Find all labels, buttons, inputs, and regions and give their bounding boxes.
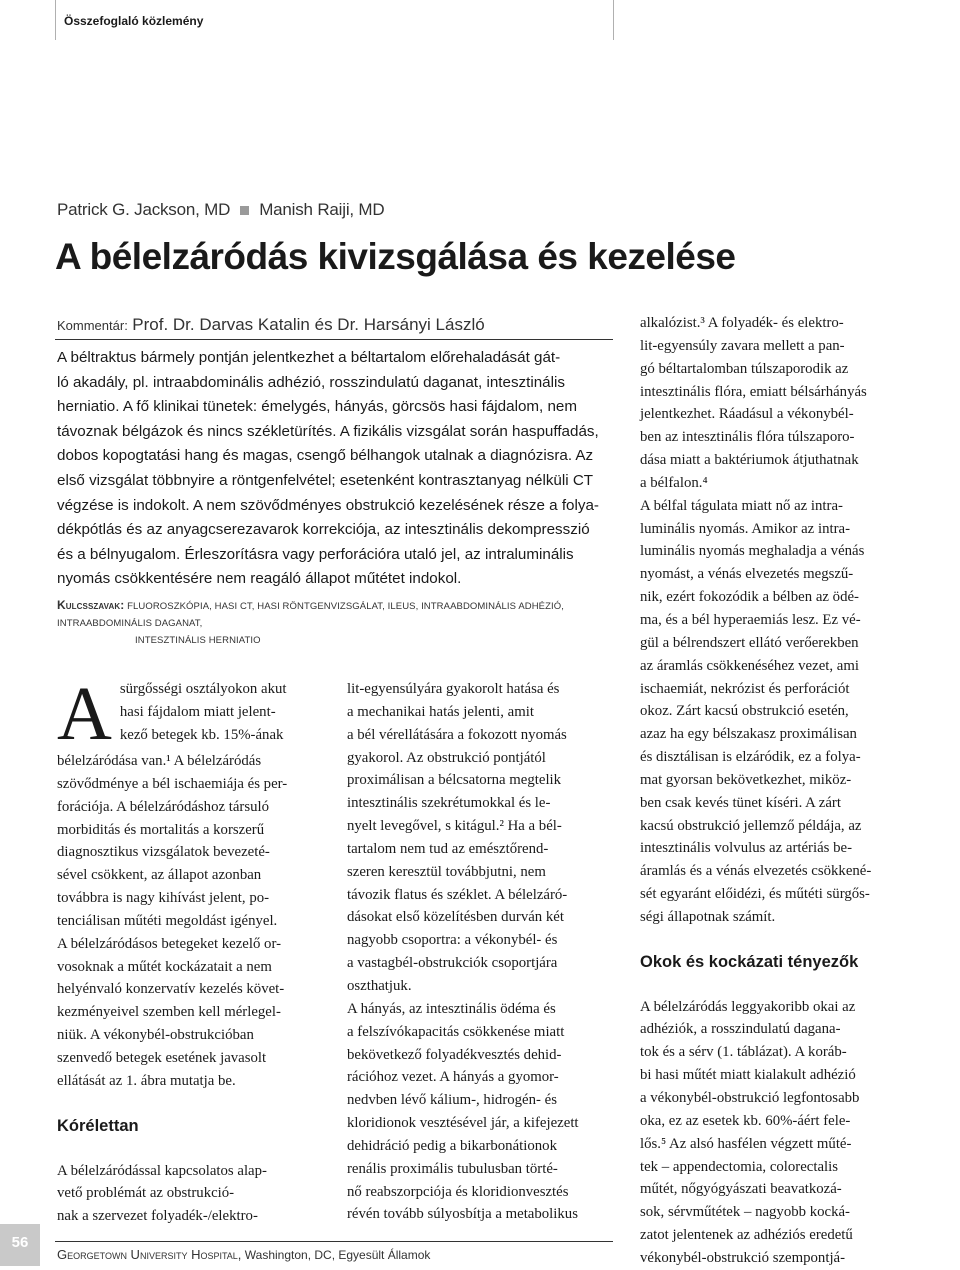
- abstract-line: ló akadály, pl. intraabdominális adhézió, rosszindulatú daganat, intesztinális: [57, 373, 565, 391]
- text-line: lit-egyensúlyára gyakorolt hatása és: [347, 681, 560, 697]
- text-line: sürgősségi osztályokon akut: [119, 681, 287, 697]
- text-line: okoz. Zárt kacsú obstrukció esetén,: [640, 703, 849, 720]
- text-line: luminális nyomás. Amikor az intra-: [640, 520, 850, 537]
- text-line: intesztinális szekrétumokkal és le-: [347, 795, 551, 812]
- text-line: proximálisan a bélcsatorna megtelik: [347, 772, 562, 789]
- text-line: bekövetkező folyadékvesztés dehid-: [347, 1046, 562, 1063]
- abstract: [57, 346, 613, 592]
- article-title: A bélelzáródás kivizsgálása és kezelése: [55, 236, 736, 277]
- affiliation-institution: Georgetown University Hospital,: [57, 1247, 242, 1262]
- text-line: bi hasi műtét miatt kialakult adhézió: [640, 1067, 856, 1084]
- text-line: a vékonybél-obstrukció legfontosabb: [640, 1090, 860, 1106]
- text-line: niük. A vékonybél-obstrukcióban: [57, 1027, 254, 1044]
- text-line: A bélelzáródás leggyakoribb okai az: [640, 998, 856, 1015]
- text-line: szeren keresztül továbbjutni, nem: [347, 863, 546, 880]
- text-line: ben az intesztinális flóra túlszaporo-: [640, 429, 855, 446]
- abstract-line: dobos kopogtatási hang és magas, csengő bélhangok utalnak a diagnózisra. Az: [57, 447, 594, 465]
- text-line: gyakorol. Az obstrukció pontjától: [347, 749, 546, 766]
- text-line: bélelzáródása van.¹ A bélelzáródás: [57, 753, 262, 769]
- text-line: szövődménye a bél ischaemiája és per-: [57, 775, 288, 792]
- text-line: tartalom nem tud az emésztőrend-: [347, 840, 549, 857]
- text-line: sével csökkent, az állapot azonban: [57, 867, 262, 884]
- keywords: [57, 597, 613, 649]
- text-line: nagyobb csoportra: a vékonybél- és: [347, 932, 558, 949]
- text-line: diagnosztikus vizsgálatok bevezeté-: [57, 844, 270, 861]
- text-line: dásokat első közelítésben durván két: [347, 909, 564, 926]
- text-line: mat gyorsan bekövetkezhet, miköz-: [640, 771, 852, 788]
- text-line: intesztinális volvulus az artériás be-: [640, 840, 853, 857]
- text-line: az áramlás csökkenéséhez vezet, ami: [640, 657, 859, 674]
- text-line: távozik flatus és széklet. A bélelzáró-: [347, 886, 568, 903]
- author-1: Patrick G. Jackson, MD: [57, 200, 231, 219]
- abstract-line: herniatio. A fő klinikai tünetek: émelygés, hányás, görcsös hasi fájdalom, nem: [57, 398, 578, 416]
- text-line: luminális nyomás meghaladja a vénás: [640, 543, 865, 560]
- text-line: oszthatjuk.: [347, 977, 412, 994]
- text-line: gó béltartalomban túlszaporodik az: [640, 360, 849, 377]
- text-line: nyelt levegővel, s kitágul.² Ha a bél-: [347, 818, 562, 835]
- text-line: azaz ha egy bélszakasz proximálisan: [640, 726, 857, 743]
- text-line: renális proximális tubulusban törté-: [347, 1160, 558, 1177]
- text-line: nő reabszorpciója és kloridionvesztés: [347, 1183, 569, 1200]
- title-rule: [55, 339, 613, 340]
- text-line: kező betegek kb. 15%-ának: [119, 726, 284, 743]
- commentary: [57, 315, 485, 335]
- text-line: dása miatt a baktériumok átjuthatnak: [640, 452, 859, 469]
- body-column-2: [347, 678, 617, 1226]
- text-line: A bélelzáródásos betegeket kezelő or-: [57, 935, 282, 952]
- text-line: ben csak kevés tünet kíséri. A zárt: [640, 794, 841, 811]
- text-line: sok, sérvműtétek – nagyobb kocká-: [640, 1204, 850, 1221]
- text-line: tenciálisan műtéti megoldást igényel.: [57, 912, 278, 929]
- text-line: gül a bélrendszert ellátó verőerekben: [640, 634, 859, 651]
- text-line: oka, ez az esetek kb. 60%-áért fele-: [640, 1112, 851, 1129]
- text-line: nyomást, a vénás elvezetés megszű-: [640, 566, 854, 583]
- text-line: A bélelzáródással kapcsolatos alap-: [57, 1162, 267, 1179]
- text-line: tek – appendectomia, colorectalis: [640, 1158, 839, 1175]
- text-line: és disztálisan is elzáródik, ez a folya-: [640, 749, 861, 766]
- text-line: dehidráció pedig a bikarbonátionok: [347, 1137, 557, 1154]
- text-line: nak a szervezet folyadék-/elektro-: [57, 1208, 258, 1225]
- text-line: intesztinális flóra, emiatt bélsárhányás: [640, 383, 867, 400]
- keywords-label: Kulcsszavak:: [57, 598, 125, 612]
- body-column-1: [57, 672, 315, 1228]
- text-line: nedvben lévő kálium-, hidrogén- és: [347, 1092, 557, 1109]
- abstract-line: első vizsgálat többnyire a röntgenfelvétel; esetenként kontrasztanyag nélküli CT: [57, 471, 594, 489]
- footer-rule: [55, 1241, 613, 1242]
- text-line: ischaemiát, nekrózist és perforációt: [640, 680, 850, 697]
- abstract-line: A béltraktus bármely pontján jelentkezhet a béltartalom előrehaladását gát-: [57, 349, 561, 366]
- abstract-line: távoznak bélgázok és nincs székletürítés. A fizikális vizsgálat során haspuffadás,: [57, 422, 599, 440]
- text-line: ellátását az 1. ábra mutatja be.: [57, 1072, 236, 1089]
- text-line: rációhoz vezet. A hányás a gyomor-: [347, 1069, 559, 1086]
- text-line: alkalózist.³ A folyadék- és elektro-: [640, 315, 844, 331]
- authors: [57, 200, 384, 220]
- text-line: kezményeivel szemben kell mérlegel-: [57, 1004, 281, 1021]
- text-line: kloridionok vesztésével jár, a kifejezett: [347, 1115, 579, 1132]
- text-line: sét egyaránt előidézi, és műtéti sürgős-: [640, 886, 870, 903]
- heading-korelettan: Kórélettan: [57, 1116, 139, 1135]
- text-line: hasi fájdalom miatt jelent-: [119, 703, 276, 720]
- text-line: áramlás és a vénás elvezetés csökkené-: [640, 863, 872, 880]
- text-line: révén tovább súlyosbítja a metabolikus: [347, 1206, 578, 1223]
- text-line: jelentkezhet. Ráadásul a vékonybél-: [640, 406, 854, 423]
- text-line: szenvedő betegek esetének javasolt: [57, 1049, 267, 1066]
- text-line: vékonybél-obstrukció szempontjá-: [640, 1249, 846, 1266]
- page-number: 56: [11, 1234, 29, 1251]
- keywords-line-2: INTESZTINÁLIS HERNIATIO: [135, 635, 261, 646]
- header-divider: [55, 0, 56, 40]
- text-line: a felszívókapacitás csökkenése miatt: [347, 1023, 565, 1040]
- text-line: vető problémát az obstrukció-: [57, 1185, 235, 1202]
- text-line: zatot jelentenek az adhéziós eredetű: [640, 1227, 853, 1244]
- text-line: forációja. A bélelzáródáshoz társuló: [57, 798, 270, 815]
- abstract-line: végzése is indokolt. A nem szövődményes obstrukció kezelésének része a folya-: [57, 496, 599, 514]
- text-line: a bélfalon.⁴: [640, 474, 708, 491]
- section-label: Összefoglaló közlemény: [64, 14, 204, 28]
- text-line: A hányás, az intesztinális ödéma és: [347, 1000, 556, 1017]
- keywords-line-1: FLUOROSZKÓPIA, HASI CT, HASI RÖNTGENVIZSGÁLAT, ILEUS, INTRAABDOMINÁLIS ADHÉZIÓ, INTRAABDOMINÁLIS DAGANAT,: [57, 601, 564, 629]
- body-column-3: [640, 312, 910, 1270]
- text-line: helyénvaló konzervatív kezelés követ-: [57, 981, 285, 998]
- abstract-line: nyomás csökkentésére nem reagáló állapot műtétet indokol.: [57, 570, 462, 588]
- commentary-label: Kommentár:: [57, 318, 128, 333]
- square-bullet-icon: [240, 206, 249, 215]
- text-line: morbiditás és mortalitás a korszerű: [57, 821, 265, 838]
- text-line: tok és a sérv (1. táblázat). A koráb-: [640, 1044, 847, 1061]
- abstract-line: és a bélnyugalom. Érleszorításra vagy perforációra utaló jel, az intraluminális: [57, 545, 574, 563]
- header-divider-right: [613, 0, 614, 40]
- text-line: ma, és a bél hyperaemiás lesz. Ez vé-: [640, 611, 861, 628]
- text-line: lit-egyensúly zavara mellett a pan-: [640, 337, 845, 354]
- text-line: a bél vérellátására a fokozott nyomás: [347, 726, 567, 743]
- drop-cap: A: [57, 672, 112, 756]
- text-line: kacsú obstrukció jellemző példája, az: [640, 817, 862, 834]
- affiliation-location: Washington, DC, Egyesült Államok: [244, 1248, 431, 1262]
- abstract-line: dékpótlás és az anyagcserezavarok korrekciója, az intesztinális dekompresszió: [57, 521, 590, 539]
- text-line: vosoknak a műtét kockázatait a nem: [57, 958, 272, 975]
- heading-okok: Okok és kockázati tényezők: [640, 952, 859, 971]
- text-line: A bélfal tágulata miatt nő az intra-: [640, 497, 843, 514]
- text-line: ségi állapotnak számít.: [640, 908, 776, 925]
- text-line: a mechanikai hatás jelenti, amit: [347, 703, 534, 720]
- text-line: adhéziók, a rosszindulatú dagana-: [640, 1021, 841, 1038]
- text-line: a vastagbél-obstrukciók csoportjára: [347, 955, 558, 972]
- text-line: nik, ezért fokozódik a bélben az ödé-: [640, 589, 859, 606]
- text-line: műtét, nőgyógyászati beavatkozá-: [640, 1181, 842, 1198]
- text-line: lős.⁵ Az alsó hasfélen végzett műté-: [640, 1135, 852, 1152]
- affiliation: [57, 1247, 430, 1262]
- author-2: Manish Raiji, MD: [259, 200, 385, 219]
- text-line: továbbra is nagy kihívást jelent, po-: [57, 890, 270, 907]
- commentary-names: Prof. Dr. Darvas Katalin és Dr. Harsányi László: [132, 315, 485, 334]
